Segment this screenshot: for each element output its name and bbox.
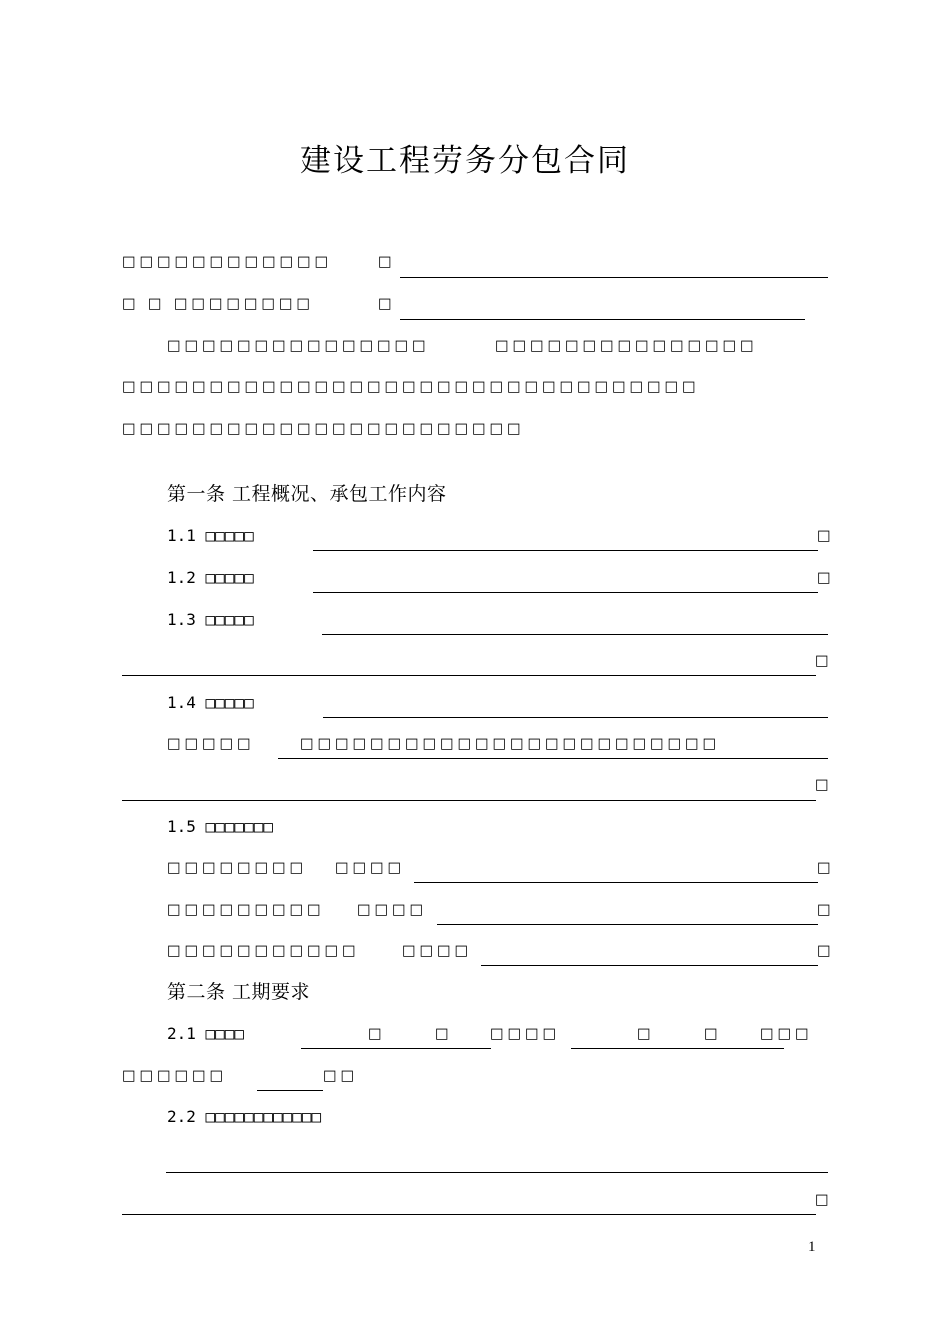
item-1-5-c-mid: □□□□ — [402, 943, 472, 959]
item-1-5-b-label: □□□□□□□□□ — [167, 902, 325, 918]
item-1-5-a-mid: □□□□ — [335, 860, 405, 876]
item-2-1-end-line[interactable] — [571, 1048, 784, 1049]
party-a-fill-line[interactable] — [400, 277, 828, 278]
item-2-1-cont: □□□□□□ — [122, 1068, 227, 1084]
article2-heading: 第二条 工期要求 — [167, 981, 311, 1003]
item-2-1-g1: □ — [368, 1026, 386, 1042]
item-2-1-mid: □□□□ — [490, 1026, 560, 1042]
item-1-4-sub-text: □□□□□□□□□□□□□□□□□□□□□□□□ — [300, 736, 720, 752]
item-2-2-cont-line[interactable] — [122, 1214, 816, 1215]
item-1-2-end: □ — [817, 570, 835, 586]
item-1-4-fill-line[interactable] — [323, 717, 828, 718]
item-1-5-a-fill-line[interactable] — [414, 882, 818, 883]
item-1-3-fill-line[interactable] — [322, 634, 828, 635]
item-1-4-cont-line[interactable] — [122, 800, 816, 801]
item-1-3: 1.3 □□□□□ — [167, 610, 254, 629]
item-2-1-g4: □ — [704, 1026, 722, 1042]
item-2-1-cont-end: □□ — [323, 1068, 358, 1084]
item-1-2: 1.2 □□□□□ — [167, 568, 254, 587]
document-title: 建设工程劳务分包合同 — [300, 143, 630, 179]
item-1-5-c-fill-line[interactable] — [481, 965, 818, 966]
item-1-4-sub-label: □□□□□ — [167, 736, 255, 752]
page-number: 1 — [808, 1239, 816, 1255]
item-2-1-g3: □ — [637, 1026, 655, 1042]
item-1-4-sub-line[interactable] — [278, 758, 828, 759]
preamble-line1-part2: □□□□□□□□□□□□□□□ — [495, 338, 758, 354]
party-b-fill-line[interactable] — [400, 319, 805, 320]
item-1-2-fill-line[interactable] — [313, 592, 818, 593]
item-2-2-fill-line[interactable] — [166, 1172, 828, 1173]
item-1-4-end: □ — [815, 777, 833, 793]
party-b-label: □ □ □□□□□□□□ — [122, 296, 314, 312]
preamble-line3: □□□□□□□□□□□□□□□□□□□□□□□ — [122, 421, 525, 437]
preamble-line1-part1: □□□□□□□□□□□□□□□ — [167, 338, 430, 354]
article1-heading: 第一条 工程概况、承包工作内容 — [167, 483, 447, 505]
item-1-5-b-mid: □□□□ — [357, 902, 427, 918]
preamble-line2: □□□□□□□□□□□□□□□□□□□□□□□□□□□□□□□□□ — [122, 379, 700, 395]
item-1-5: 1.5 □□□□□□□ — [167, 817, 273, 836]
item-2-1-end: □□□ — [760, 1026, 813, 1042]
item-1-5-c-end: □ — [817, 943, 835, 959]
item-1-1: 1.1 □□□□□ — [167, 526, 254, 545]
party-b-colon: □ — [378, 296, 396, 312]
party-a-colon: □ — [378, 254, 396, 270]
item-2-2-end: □ — [815, 1192, 833, 1208]
item-2-1-g2: □ — [435, 1026, 453, 1042]
item-2-1: 2.1 □□□□ — [167, 1024, 245, 1043]
party-a-label: □□□□□□□□□□□□ — [122, 254, 332, 270]
item-1-5-a-label: □□□□□□□□ — [167, 860, 307, 876]
item-2-2: 2.2 □□□□□□□□□□□□ — [167, 1107, 322, 1126]
item-2-1-days-line[interactable] — [257, 1090, 323, 1091]
item-2-1-start-line[interactable] — [301, 1048, 491, 1049]
item-1-5-b-end: □ — [817, 902, 835, 918]
item-1-5-a-end: □ — [817, 860, 835, 876]
item-1-4: 1.4 □□□□□ — [167, 693, 254, 712]
item-1-1-fill-line[interactable] — [313, 550, 818, 551]
item-1-5-c-label: □□□□□□□□□□□ — [167, 943, 360, 959]
item-1-5-b-fill-line[interactable] — [437, 924, 818, 925]
item-1-3-cont-line[interactable] — [122, 675, 816, 676]
item-1-3-end: □ — [815, 653, 833, 669]
item-1-1-end: □ — [817, 528, 835, 544]
